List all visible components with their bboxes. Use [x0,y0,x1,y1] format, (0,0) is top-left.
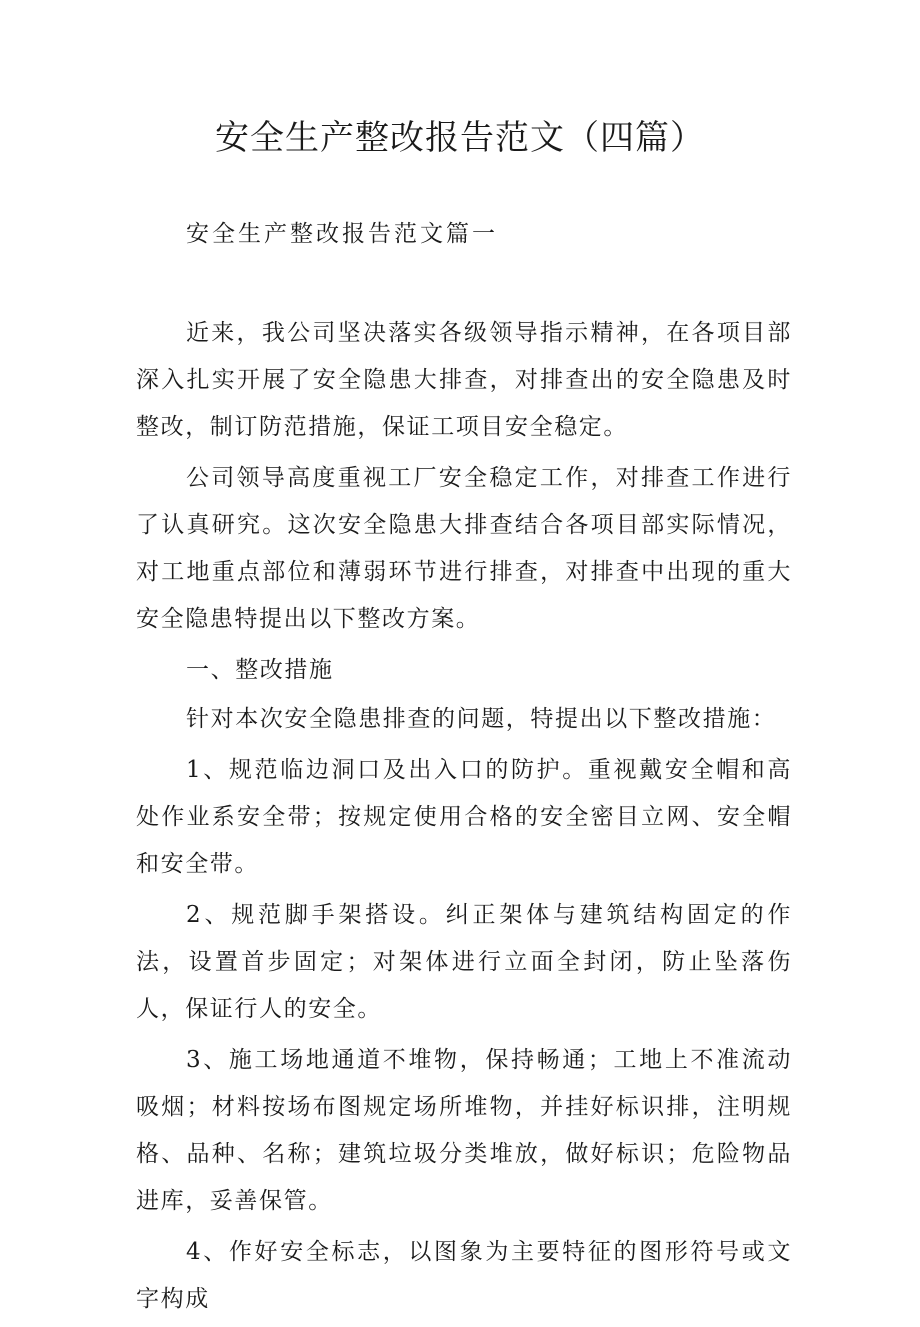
document-body [136,310,792,1327]
document-title: 安全生产整改报告范文（四篇） [215,118,705,158]
list-item-1: 1、规范临边洞口及出入口的防护。重视戴安全帽和高处作业系安全带；按规定使用合格的安全密目立网、安全帽和安全带。 [136,757,792,877]
paragraph-intro: 近来，我公司坚决落实各级领导指示精神，在各项目部深入扎实开展了安全隐患大排查，对排查出的安全隐患及时整改，制订防范措施，保证工项目安全稳定。 [136,320,792,440]
list-item-2: 2、规范脚手架搭设。纠正架体与建筑结构固定的作法，设置首步固定；对架体进行立面全封闭，防止坠落伤人，保证行人的安全。 [136,902,792,1022]
subheading-measures: 一、整改措施 [186,657,334,683]
section-heading: 安全生产整改报告范文篇一 [186,221,498,247]
list-item-4: 4、作好安全标志，以图象为主要特征的图形符号或文字构成 [136,1239,792,1312]
paragraph-leadership: 公司领导高度重视工厂安全稳定工作，对排查工作进行了认真研究。这次安全隐患大排查结合各项目部实际情况，对工地重点部位和薄弱环节进行排查，对排查中出现的重大安全隐患特提出以下整改方案。 [136,465,792,632]
paragraph-measures-intro: 针对本次安全隐患排查的问题，特提出以下整改措施： [186,706,777,732]
list-item-3: 3、施工场地通道不堆物，保持畅通；工地上不准流动吸烟；材料按场布图规定场所堆物，并挂好标识排，注明规格、品种、名称；建筑垃圾分类堆放，做好标识；危险物品进库，妥善保管。 [136,1047,792,1214]
